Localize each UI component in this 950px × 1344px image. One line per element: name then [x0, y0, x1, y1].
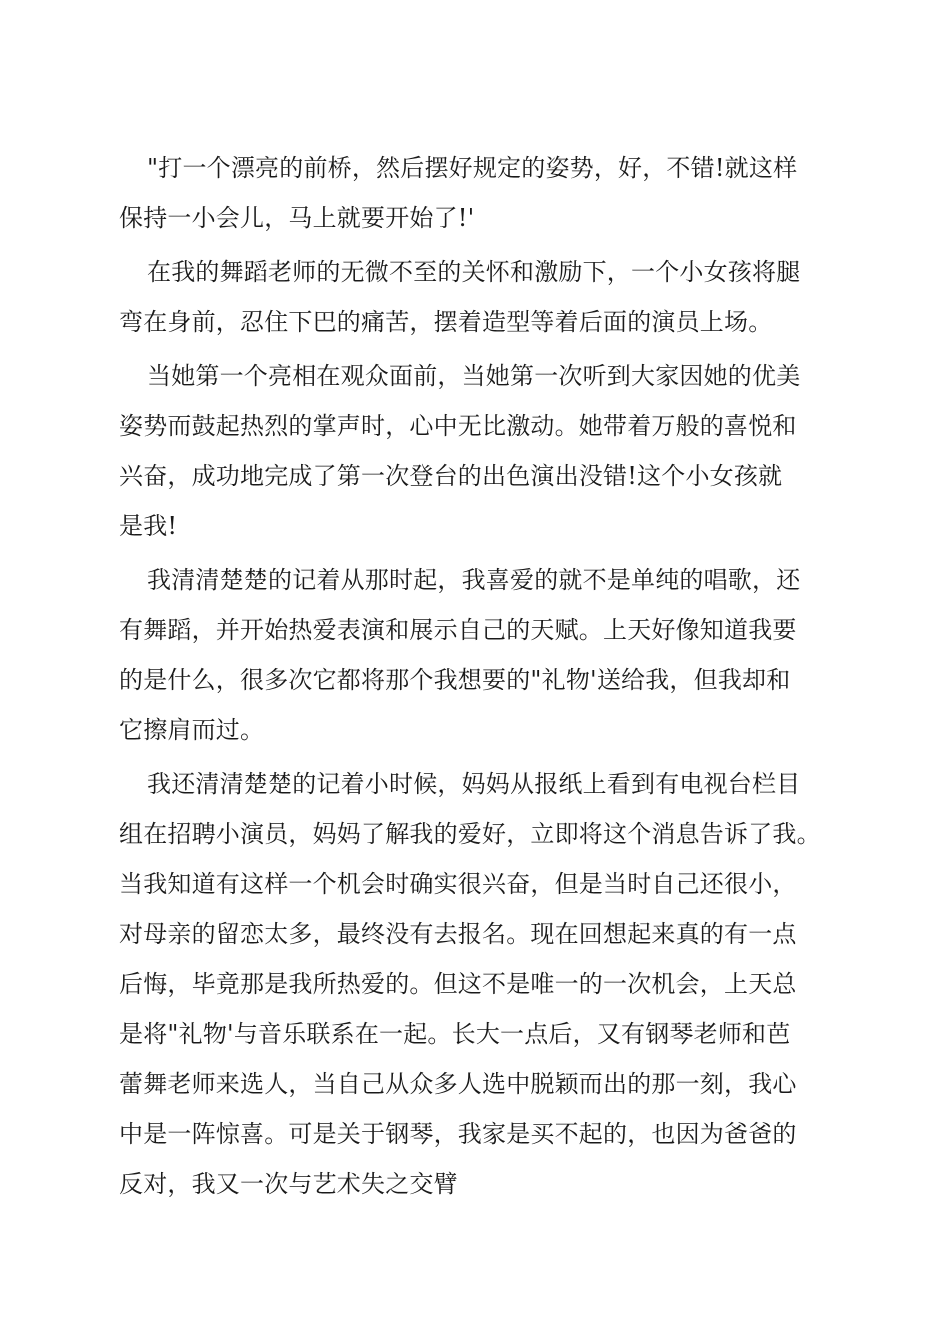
text-line: 我还清清楚楚的记着小时候，妈妈从报纸上看到有电视台栏目 — [147, 770, 801, 798]
text-line: 反对，我又一次与艺术失之交臂 — [119, 1170, 458, 1198]
text-line: 它擦肩而过。 — [119, 716, 265, 744]
text-line: 当她第一个亮相在观众面前，当她第一次听到大家因她的优美 — [147, 362, 801, 390]
text-line: 是我! — [119, 512, 178, 540]
text-line: 是将"礼物'与音乐联系在一起。长大一点后，又有钢琴老师和芭 — [119, 1020, 791, 1048]
text-line: "打一个漂亮的前桥，然后摆好规定的姿势，好，不错!就这样 — [147, 154, 798, 182]
text-line: 弯在身前，忍住下巴的痛苦，摆着造型等着后面的演员上场。 — [119, 308, 773, 336]
text-line: 保持一小会儿，马上就要开始了!' — [119, 204, 475, 232]
text-line: 的是什么，很多次它都将那个我想要的"礼物'送给我，但我却和 — [119, 666, 791, 694]
text-line: 中是一阵惊喜。可是关于钢琴，我家是买不起的，也因为爸爸的 — [119, 1120, 797, 1148]
text-line: 兴奋，成功地完成了第一次登台的出色演出没错!这个小女孩就 — [119, 462, 783, 490]
text-line: 当我知道有这样一个机会时确实很兴奋，但是当时自己还很小， — [119, 870, 797, 898]
text-line: 姿势而鼓起热烈的掌声时，心中无比激动。她带着万般的喜悦和 — [119, 412, 797, 440]
text-line: 后悔，毕竟那是我所热爱的。但这不是唯一的一次机会，上天总 — [119, 970, 797, 998]
text-line: 有舞蹈，并开始热爱表演和展示自己的天赋。上天好像知道我要 — [119, 616, 797, 644]
text-line: 我清清楚楚的记着从那时起，我喜爱的就不是单纯的唱歌，还 — [147, 566, 801, 594]
text-line: 蕾舞老师来选人，当自己从众多人选中脱颖而出的那一刻，我心 — [119, 1070, 797, 1098]
text-line: 在我的舞蹈老师的无微不至的关怀和激励下，一个小女孩将腿 — [147, 258, 801, 286]
text-line: 对母亲的留恋太多，最终没有去报名。现在回想起来真的有一点 — [119, 920, 797, 948]
text-line: 组在招聘小演员，妈妈了解我的爱好，立即将这个消息告诉了我。 — [119, 820, 821, 848]
